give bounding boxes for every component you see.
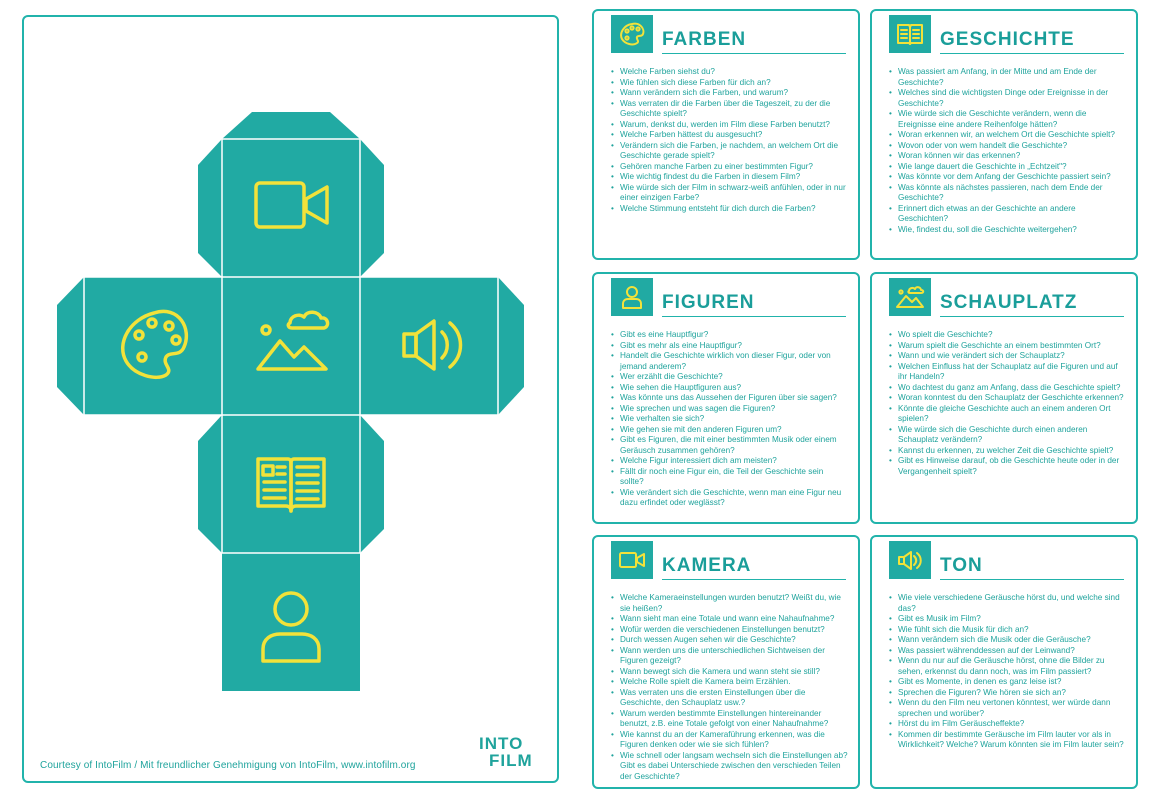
card-title: SCHAUPLATZ xyxy=(940,292,1078,313)
card-title: FARBEN xyxy=(662,29,747,50)
cube-net xyxy=(24,17,561,785)
list-item: • Gibt es Musik im Film? xyxy=(888,614,1126,625)
list-item: • Wann werden uns die unterschiedlichen Sichtweisen der Figuren gezeigt? xyxy=(610,646,848,667)
card-farben xyxy=(592,9,860,260)
list-item: • Was könnte als nächstes passieren, nach dem Ende der Geschichte? xyxy=(888,183,1126,204)
cube-net-panel xyxy=(22,15,559,783)
list-item: • Gibt es mehr als eine Hauptfigur? xyxy=(610,341,848,352)
list-item: • Wann verändern sich die Musik oder die Geräusche? xyxy=(888,635,1126,646)
list-item: • Welche Farben hättest du ausgesucht? xyxy=(610,130,848,141)
question-list xyxy=(610,67,848,214)
list-item: • Wer erzählt die Geschichte? xyxy=(610,372,848,383)
title-rule xyxy=(662,579,846,580)
card-title: KAMERA xyxy=(662,555,752,576)
speaker-icon xyxy=(889,541,931,579)
card-ton xyxy=(870,535,1138,789)
list-item: • Was verraten uns die ersten Einstellungen über die Geschichte, den Schauplatz usw.? xyxy=(610,688,848,709)
title-rule xyxy=(940,316,1124,317)
intofilm-logo xyxy=(479,735,543,769)
list-item: • Wie gehen sie mit den anderen Figuren um? xyxy=(610,425,848,436)
list-item: • Warum spielt die Geschichte an einem bestimmten Ort? xyxy=(888,341,1126,352)
list-item: • Wie würde sich der Film in schwarz-weiß anfühlen, oder in nur einer einzigen Farbe? xyxy=(610,183,848,204)
list-item: • Warum werden bestimmte Einstellungen hintereinander benutzt, z.B. eine Totale gefolgt von einer Nahaufnahme? xyxy=(610,709,848,730)
list-item: • Wofür werden die verschiedenen Einstellungen benutzt? xyxy=(610,625,848,636)
list-item: • Welches sind die wichtigsten Dinge oder Ereignisse in der Geschichte? xyxy=(888,88,1126,109)
list-item: • Welche Kameraeinstellungen wurden benutzt? Weißt du, wie sie heißen? xyxy=(610,593,848,614)
list-item: • Kommen dir bestimmte Geräusche im Film lauter vor als in Wirklichkeit? Welche? Warum könnten sie im Film lauter sein? xyxy=(888,730,1126,751)
question-list xyxy=(610,593,848,782)
list-item: • Gehören manche Farben zu einer bestimmten Figur? xyxy=(610,162,848,173)
list-item: • Welche Farben siehst du? xyxy=(610,67,848,78)
list-item: • Welchen Einfluss hat der Schauplatz auf die Figuren und auf ihr Handeln? xyxy=(888,362,1126,383)
palette-icon xyxy=(611,15,653,53)
card-geschichte xyxy=(870,9,1138,260)
list-item: • Wann und wie verändert sich der Schauplatz? xyxy=(888,351,1126,362)
card-header xyxy=(611,541,846,583)
landscape-icon xyxy=(889,278,931,316)
list-item: • Wann sieht man eine Totale und wann eine Nahaufnahme? xyxy=(610,614,848,625)
list-item: • Handelt die Geschichte wirklich von dieser Figur, oder von jemand anderem? xyxy=(610,351,848,372)
list-item: • Wie viele verschiedene Geräusche hörst du, und welche sind das? xyxy=(888,593,1126,614)
list-item: • Wann verändern sich die Farben, und warum? xyxy=(610,88,848,99)
card-title: TON xyxy=(940,555,983,576)
list-item: • Gibt es eine Hauptfigur? xyxy=(610,330,848,341)
list-item: • Wie fühlen sich diese Farben für dich an? xyxy=(610,78,848,89)
list-item: • Hörst du im Film Geräuscheffekte? xyxy=(888,719,1126,730)
question-list xyxy=(888,330,1126,477)
list-item: • Was passiert am Anfang, in der Mitte und am Ende der Geschichte? xyxy=(888,67,1126,88)
list-item: • Wenn du nur auf die Geräusche hörst, ohne die Bilder zu sehen, erkennst du dann noch, was im Film passiert? xyxy=(888,656,1126,677)
list-item: • Wie verhalten sie sich? xyxy=(610,414,848,425)
list-item: • Gibt es Figuren, die mit einer bestimmten Musik oder einem Geräusch zusammen gehören? xyxy=(610,435,848,456)
card-header xyxy=(889,541,1124,583)
list-item: • Welche Stimmung entsteht für dich durch die Farben? xyxy=(610,204,848,215)
list-item: • Gibt es Hinweise darauf, ob die Geschichte heute oder in der Vergangenheit spielt? xyxy=(888,456,1126,477)
list-item: • Was könnte uns das Aussehen der Figuren über sie sagen? xyxy=(610,393,848,404)
title-rule xyxy=(940,53,1124,54)
list-item: • Wie sprechen und was sagen die Figuren? xyxy=(610,404,848,415)
logo-line-1: INTO xyxy=(479,734,524,753)
list-item: • Wie verändert sich die Geschichte, wenn man eine Figur neu dazu erfindet oder weglässt? xyxy=(610,488,848,509)
list-item: • Gibt es Momente, in denen es ganz leise ist? xyxy=(888,677,1126,688)
list-item: • Was verraten dir die Farben über die Tageszeit, zu der die Geschichte spielt? xyxy=(610,99,848,120)
list-item: • Wovon oder von wem handelt die Geschichte? xyxy=(888,141,1126,152)
card-kamera xyxy=(592,535,860,789)
list-item: • Wie fühlt sich die Musik für dich an? xyxy=(888,625,1126,636)
question-list xyxy=(610,330,848,509)
list-item: • Wie, findest du, soll die Geschichte weitergehen? xyxy=(888,225,1126,236)
card-header xyxy=(889,15,1124,57)
list-item: • Könnte die gleiche Geschichte auch an einem anderen Ort spielen? xyxy=(888,404,1126,425)
title-rule xyxy=(940,579,1124,580)
list-item: • Was passiert währenddessen auf der Leinwand? xyxy=(888,646,1126,657)
list-item: • Woran erkennen wir, an welchem Ort die Geschichte spielt? xyxy=(888,130,1126,141)
list-item: • Sprechen die Figuren? Wie hören sie sich an? xyxy=(888,688,1126,699)
card-header xyxy=(889,278,1124,320)
card-header xyxy=(611,278,846,320)
title-rule xyxy=(662,53,846,54)
list-item: • Wann bewegt sich die Kamera und wann steht sie still? xyxy=(610,667,848,678)
list-item: • Welche Figur interessiert dich am meisten? xyxy=(610,456,848,467)
list-item: • Wenn du den Film neu vertonen könntest, wer würde dann sprechen und worüber? xyxy=(888,698,1126,719)
list-item: • Wie würde sich die Geschichte verändern, wenn die Ereignisse eine andere Reihenfolge hätten? xyxy=(888,109,1126,130)
list-item: • Verändern sich die Farben, je nachdem, an welchem Ort die Geschichte gerade spielt? xyxy=(610,141,848,162)
list-item: • Warum, denkst du, werden im Film diese Farben benutzt? xyxy=(610,120,848,131)
logo-line-2: FILM xyxy=(489,751,533,770)
card-title: FIGUREN xyxy=(662,292,755,313)
book-icon xyxy=(889,15,931,53)
list-item: • Wo spielt die Geschichte? xyxy=(888,330,1126,341)
list-item: • Wie wichtig findest du die Farben in diesem Film? xyxy=(610,172,848,183)
card-figuren xyxy=(592,272,860,524)
camera-icon xyxy=(611,541,653,579)
title-rule xyxy=(662,316,846,317)
list-item: • Wie lange dauert die Geschichte in „Echtzeit"? xyxy=(888,162,1126,173)
list-item: • Wie würde sich die Geschichte durch einen anderen Schauplatz verändern? xyxy=(888,425,1126,446)
list-item: • Was könnte vor dem Anfang der Geschichte passiert sein? xyxy=(888,172,1126,183)
question-list xyxy=(888,67,1126,235)
card-schauplatz xyxy=(870,272,1138,524)
list-item: • Durch wessen Augen sehen wir die Geschichte? xyxy=(610,635,848,646)
question-list xyxy=(888,593,1126,751)
list-item: • Fällt dir noch eine Figur ein, die Teil der Geschichte sein sollte? xyxy=(610,467,848,488)
courtesy-text: Courtesy of IntoFilm / Mit freundlicher Genehmigung von IntoFilm, www.intofilm.org xyxy=(40,760,416,771)
list-item: • Wo dachtest du ganz am Anfang, dass die Geschichte spielt? xyxy=(888,383,1126,394)
list-item: • Wie kannst du an der Kameraführung erkennen, was die Figuren denken oder wie sie sich fühlen? xyxy=(610,730,848,751)
list-item: • Wie schnell oder langsam wechseln sich die Einstellungen ab? Gibt es dabei Unterschiede zwischen den verschieden Teilen der Geschichte? xyxy=(610,751,848,783)
card-title: GESCHICHTE xyxy=(940,29,1075,50)
list-item: • Woran konntest du den Schauplatz der Geschichte erkennen? xyxy=(888,393,1126,404)
person-icon xyxy=(611,278,653,316)
list-item: • Wie sehen die Hauptfiguren aus? xyxy=(610,383,848,394)
list-item: • Erinnert dich etwas an der Geschichte an andere Geschichten? xyxy=(888,204,1126,225)
card-header xyxy=(611,15,846,57)
list-item: • Woran können wir das erkennen? xyxy=(888,151,1126,162)
list-item: • Kannst du erkennen, zu welcher Zeit die Geschichte spielt? xyxy=(888,446,1126,457)
list-item: • Welche Rolle spielt die Kamera beim Erzählen. xyxy=(610,677,848,688)
